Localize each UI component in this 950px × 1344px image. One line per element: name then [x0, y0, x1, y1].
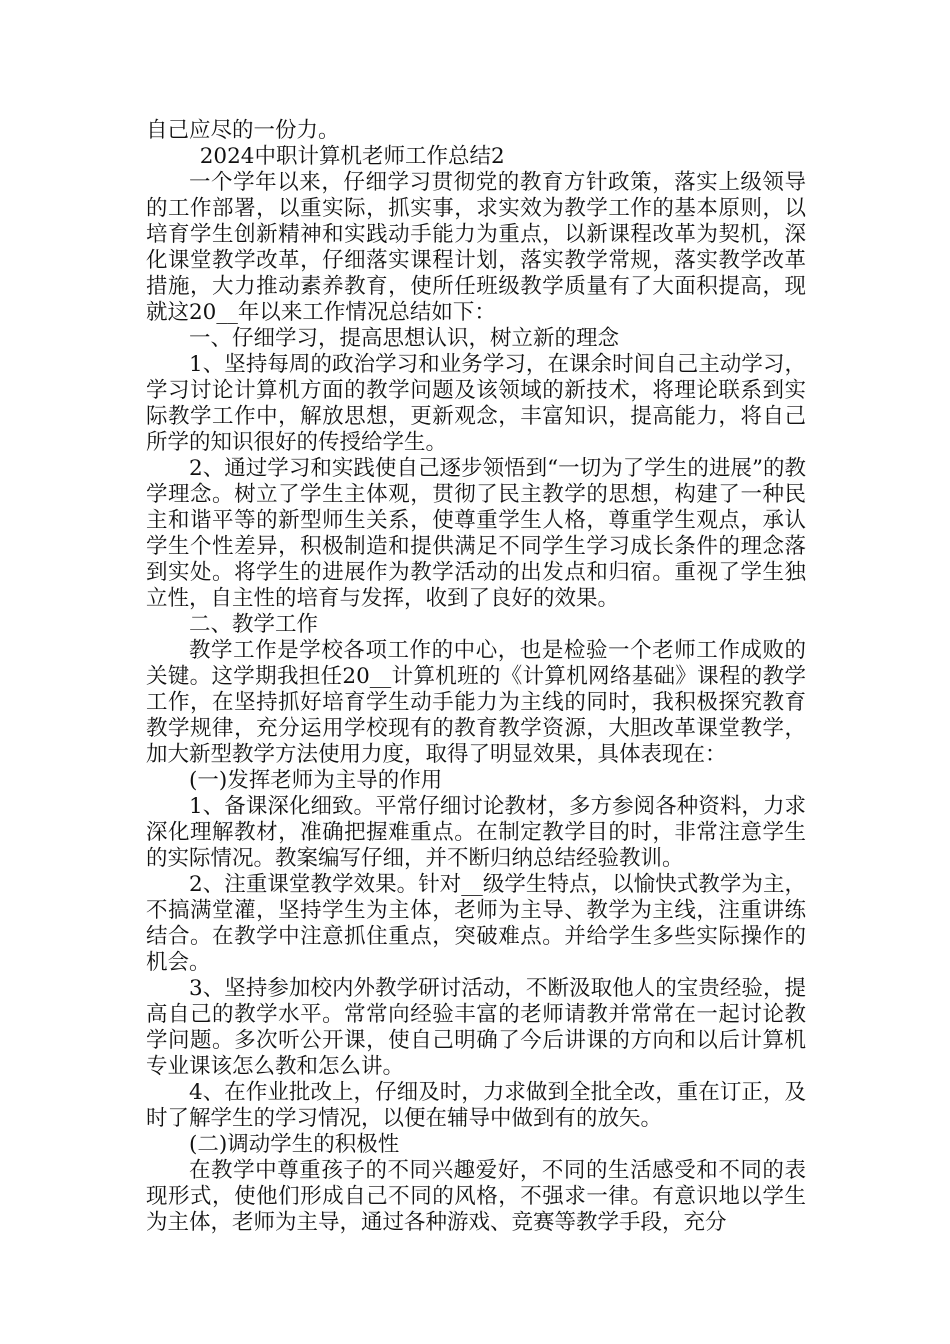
- paragraph-1-2: 2、通过学习和实践使自己逐步领悟到“一切为了学生的进展”的教学理念。树立了学生主体观，贯彻了民主教学的思想，构建了一种民主和谐平等的新型师生关系，使尊重学生人格，尊重学生观点，承认学生个性差异，积极制造和提供满足不同学生学习成长条件的理念落到实处。将学生的进展作为教学活动的出发点和归宿。重视了学生独立性，自主性的培育与发挥，收到了良好的效果。: [146, 456, 806, 611]
- subsection-heading-1: (一)发挥老师为主导的作用: [189, 768, 443, 793]
- document-title: 2024中职计算机老师工作总结2: [199, 144, 505, 169]
- teaching-work-paragraph: 教学工作是学校各项工作的中心，也是检验一个老师工作成败的关键。这学期我担任20__计算机班的《计算机网络基础》课程的教学工作，在坚持抓好培育学生动手能力为主线的同时，我积极探究教育教学规律，充分运用学校现有的教育教学资源，大胆改革课堂教学，加大新型教学方法使用力度，取得了明显效果，具体表现在：: [146, 638, 806, 767]
- subsection-heading-2: (二)调动学生的积极性: [189, 1132, 400, 1157]
- section-heading-2: 二、教学工作: [189, 612, 319, 637]
- paragraph-1-1: 1、坚持每周的政治学习和业务学习，在课余时间自己主动学习，学习讨论计算机方面的教学问题及该领域的新技术，将理论联系到实际教学工作中，解放思想，更新观念，丰富知识，提高能力，将自己所学的知识很好的传授给学生。: [146, 352, 806, 455]
- section-heading-1: 一、仔细学习，提高思想认识，树立新的理念: [189, 326, 620, 351]
- paragraph-3-1: 在教学中尊重孩子的不同兴趣爱好，不同的生活感受和不同的表现形式，使他们形成自己不同的风格，不强求一律。有意识地以学生为主体，老师为主导，通过各种游戏、竞赛等教学手段，充分: [146, 1158, 806, 1235]
- paragraph-2-2: 2、注重课堂教学效果。针对__级学生特点，以愉快式教学为主，不搞满堂灌，坚持学生为主体，老师为主导、教学为主线，注重讲练结合。在教学中注意抓住重点，突破难点。并给学生多些实际操作的机会。: [146, 872, 806, 975]
- document-page: [146, 118, 806, 1236]
- paragraph-2-1: 1、备课深化细致。平常仔细讨论教材，多方参阅各种资料，力求深化理解教材，准确把握难重点。在制定教学目的时，非常注意学生的实际情况。教案编写仔细，并不断归纳总结经验教训。: [146, 794, 806, 871]
- continuation-line: 自己应尽的一份力。: [146, 118, 340, 143]
- intro-paragraph: 一个学年以来，仔细学习贯彻党的教育方针政策，落实上级领导的工作部署，以重实际，抓实事，求实效为教学工作的基本原则，以培育学生创新精神和实践动手能力为重点，以新课程改革为契机，深化课堂教学改革，仔细落实课程计划，落实教学常规，落实教学改革措施，大力推动素养教育，使所任班级教学质量有了大面积提高，现就这20__年以来工作情况总结如下：: [146, 170, 806, 325]
- paragraph-2-4: 4、在作业批改上，仔细及时，力求做到全批全改，重在订正，及时了解学生的学习情况，以便在辅导中做到有的放矢。: [146, 1080, 806, 1131]
- paragraph-2-3: 3、坚持参加校内外教学研讨活动，不断汲取他人的宝贵经验，提高自己的教学水平。常常向经验丰富的老师请教并常常在一起讨论教学问题。多次听公开课，使自己明确了今后讲课的方向和以后计算机专业课该怎么教和怎么讲。: [146, 976, 806, 1079]
